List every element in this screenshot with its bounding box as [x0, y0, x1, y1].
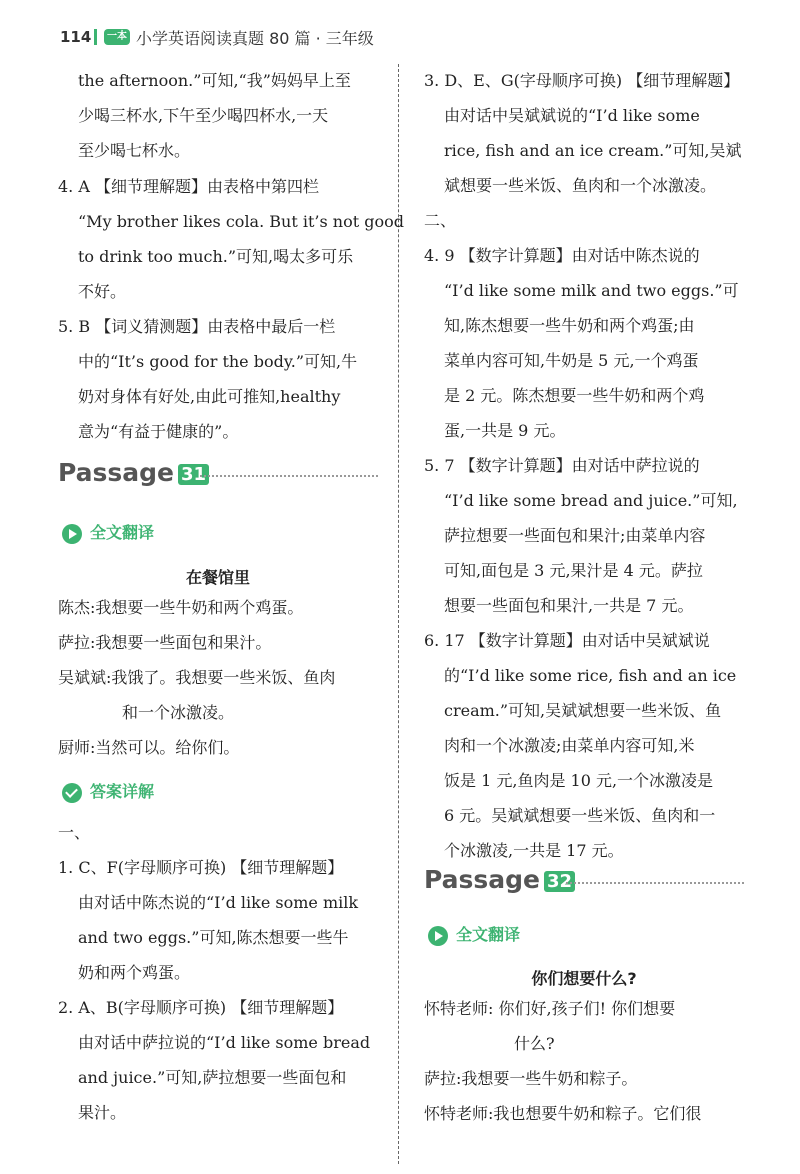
answer-4-line: “My brother likes cola. But it’s not good — [78, 212, 404, 231]
book-logo: 一本 — [104, 29, 130, 45]
passage-word: Passage — [58, 458, 175, 487]
dialog-line: 和一个冰激凌。 — [122, 703, 235, 722]
question-5-line: 萨拉想要一些面包和果汁;由菜单内容 — [444, 526, 706, 545]
question-4-line: “I’d like some milk and two eggs.”可 — [444, 281, 739, 300]
page-number: 114 — [60, 28, 92, 46]
question-4-line: 是 2 元。陈杰想要一些牛奶和两个鸡 — [444, 386, 705, 405]
question-3-line: rice, fish and an ice cream.”可知,吴斌 — [444, 141, 742, 160]
passage-number-badge: 31 — [178, 464, 209, 485]
question-5-line: 5. 7 【数字计算题】由对话中萨拉说的 — [424, 456, 700, 475]
translation-section-heading — [428, 922, 520, 946]
question-3-line: 斌想要一些米饭、鱼肉和一个冰激凌。 — [444, 176, 717, 195]
header-divider-bar — [94, 29, 97, 45]
text-line: 至少喝七杯水。 — [78, 141, 191, 160]
question-3-line: 由对话中吴斌斌说的“I’d like some — [444, 106, 700, 125]
answers-label: 答案详解 — [90, 782, 155, 801]
answer-5-line: 奶对身体有好处,由此可推知,healthy — [78, 387, 341, 406]
question-6-line: cream.”可知,吴斌斌想要一些米饭、鱼 — [444, 701, 722, 720]
book-title: 小学英语阅读真题 80 篇 · 三年级 — [136, 29, 374, 48]
answer-5-line: 意为“有益于健康的”。 — [78, 422, 239, 441]
question-6-line: 6. 17 【数字计算题】由对话中吴斌斌说 — [424, 631, 710, 650]
question-6-line: 饭是 1 元,鱼肉是 10 元,一个冰激凌是 — [444, 771, 714, 790]
question-2-line: 由对话中萨拉说的“I’d like some bread — [78, 1033, 371, 1052]
answer-4-line: 不好。 — [78, 282, 127, 301]
part-heading: 二、 — [424, 211, 457, 230]
dialog-line: 陈杰:我想要一些牛奶和两个鸡蛋。 — [58, 598, 304, 617]
play-icon — [428, 926, 448, 946]
dialog-line: 萨拉:我想要一些面包和果汁。 — [58, 633, 272, 652]
question-4-line: 4. 9 【数字计算题】由对话中陈杰说的 — [424, 246, 700, 265]
text-line: the afternoon.”可知,“我”妈妈早上至 — [78, 71, 351, 90]
dialog-line: 萨拉:我想要一些牛奶和粽子。 — [424, 1069, 638, 1088]
question-6-line: 个冰激凌,一共是 17 元。 — [444, 841, 624, 860]
question-2-line: 2. A、B(字母顺序可换) 【细节理解题】 — [58, 998, 344, 1017]
dotted-rule — [200, 475, 378, 477]
question-6-line: 肉和一个冰激凌;由菜单内容可知,米 — [444, 736, 695, 755]
question-6-line: 6 元。吴斌斌想要一些米饭、鱼肉和一 — [444, 806, 716, 825]
dialog-line: 怀特老师: 你们好,孩子们! 你们想要 — [424, 999, 676, 1018]
answer-4-line: 4. A 【细节理解题】由表格中第四栏 — [58, 177, 319, 196]
answer-4-line: to drink too much.”可知,喝太多可乐 — [78, 247, 354, 266]
passage-32-heading — [424, 865, 575, 894]
dotted-rule — [566, 882, 744, 884]
dialog-line: 吴斌斌:我饿了。我想要一些米饭、鱼肉 — [58, 668, 336, 687]
answer-5-line: 5. B 【词义猜测题】由表格中最后一栏 — [58, 317, 336, 336]
question-4-line: 知,陈杰想要一些牛奶和两个鸡蛋;由 — [444, 316, 695, 335]
question-1-line: 1. C、F(字母顺序可换) 【细节理解题】 — [58, 858, 344, 877]
question-5-line: 想要一些面包和果汁,一共是 7 元。 — [444, 596, 694, 615]
check-icon — [62, 783, 82, 803]
question-2-line: 果汁。 — [78, 1103, 127, 1122]
page-header — [0, 0, 800, 60]
passage-31-heading — [58, 458, 209, 487]
question-3-line: 3. D、E、G(字母顺序可换) 【细节理解题】 — [424, 71, 740, 90]
question-4-line: 菜单内容可知,牛奶是 5 元,一个鸡蛋 — [444, 351, 699, 370]
dialog-line: 什么? — [514, 1034, 555, 1053]
dialog-line: 怀特老师:我也想要牛奶和粽子。它们很 — [424, 1104, 702, 1123]
question-2-line: and juice.”可知,萨拉想要一些面包和 — [78, 1068, 347, 1087]
dialog-line: 厨师:当然可以。给你们。 — [58, 738, 240, 757]
question-6-line: 的“I’d like some rice, fish and an ice — [444, 666, 737, 685]
translation-label: 全文翻译 — [456, 925, 521, 944]
passage-number-badge: 32 — [544, 871, 575, 892]
question-1-line: 由对话中陈杰说的“I’d like some milk — [78, 893, 359, 912]
story-title: 在餐馆里 — [185, 568, 250, 587]
question-1-line: 奶和两个鸡蛋。 — [78, 963, 191, 982]
text-line: 少喝三杯水,下午至少喝四杯水,一天 — [78, 106, 329, 125]
passage-word: Passage — [424, 865, 541, 894]
story-title: 你们想要什么? — [531, 969, 637, 988]
answer-5-line: 中的“It’s good for the body.”可知,牛 — [78, 352, 358, 371]
answers-section-heading — [62, 779, 154, 803]
part-heading: 一、 — [58, 823, 91, 842]
translation-label: 全文翻译 — [90, 523, 155, 542]
question-1-line: and two eggs.”可知,陈杰想要一些牛 — [78, 928, 349, 947]
translation-section-heading — [62, 520, 154, 544]
question-5-line: 可知,面包是 3 元,果汁是 4 元。萨拉 — [444, 561, 703, 580]
question-5-line: “I’d like some bread and juice.”可知, — [444, 491, 738, 510]
question-4-line: 蛋,一共是 9 元。 — [444, 421, 566, 440]
play-icon — [62, 524, 82, 544]
